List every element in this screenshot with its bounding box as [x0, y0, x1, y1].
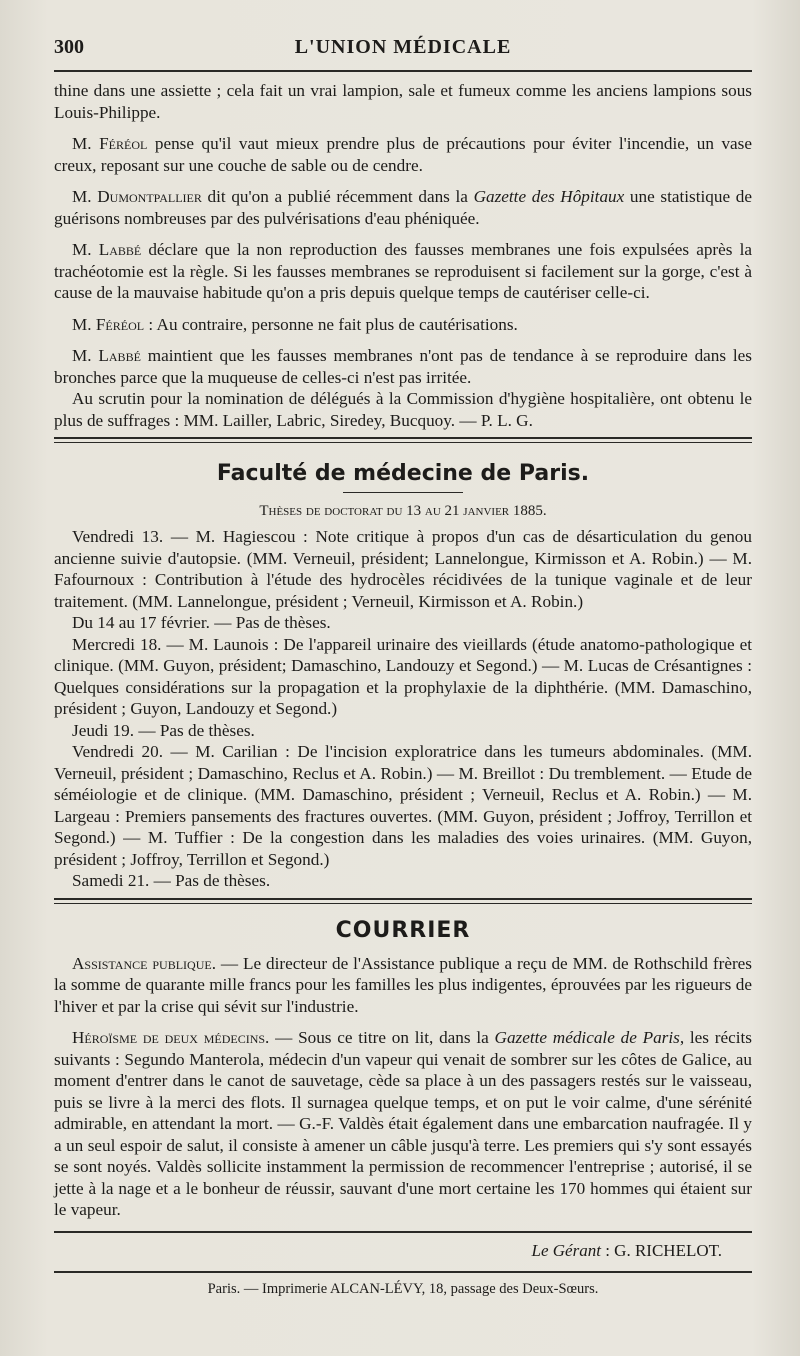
footer-rule — [54, 1231, 752, 1233]
courrier-section — [54, 918, 752, 1221]
discussion-paragraph-1: thine dans une assiette ; cela fait un vrai lampion, sale et fumeux comme les anciens lampions sous Louis-Philippe. — [54, 81, 752, 122]
news-text: — Sous ce titre on lit, dans la — [269, 1028, 495, 1047]
thesis-entry: Vendredi 20. — M. Carilian : De l'incision exploratrice dans les tumeurs abdominales. (MM. Verneuil, président ; Damaschino, Reclus et A. Robin.) — M. Breillot : Du tremblement. — Etude de séméiologie et de clinique. (MM. Damaschino, président ; Verneuil, Reclus et A. Robin.) — M. Largeau : Premiers pansements des fractures ouvertes. (MM. Guyon, président ; Joffroy, Terrillon et Segond.) — M. Tuffier : De la congestion dans les maladies des voies urinaires. (MM. Guyon, président ; Joffroy, Terrillon et Segond.) — [54, 742, 752, 869]
speaker-text: une statistique de guérisons nombreuses par des pulvérisations d'eau phéniquée. — [54, 187, 752, 228]
imprint-rule — [54, 1271, 752, 1273]
thesis-entry: Vendredi 13. — M. Hagiescou : Note critique à propos d'un cas de désarticulation du genou ancienne suivie d'autopsie. (MM. Verneuil, président; Lannelongue, Kirmisson et A. Robin.) — M. Fafournoux : Contribution à l'étude des hydrocèles récidivées de la tunique vaginale et de leur traitement. (MM. Lannelongue, président ; Verneuil, Kirmisson et A. Robin.) — [54, 527, 752, 611]
news-item-assistance — [54, 953, 752, 1018]
news-label: Assistance publique. — [72, 953, 216, 973]
discussion-paragraph-2 — [54, 133, 752, 176]
title-underline — [343, 492, 463, 493]
journal-title: Gazette des Hôpitaux — [473, 187, 625, 206]
section-divider — [54, 898, 752, 904]
discussion-paragraph-5 — [54, 314, 752, 336]
speaker-text: pense qu'il vaut mieux prendre plus de précautions pour éviter l'incendie, un vase creux, reposant sur une couche de sable ou de cendre. — [54, 134, 752, 175]
gerant-signature — [54, 1241, 722, 1261]
news-label: Héroïsme de deux médecins. — [72, 1028, 270, 1047]
section-title: COURRIER — [335, 917, 471, 943]
discussion-paragraph-4 — [54, 239, 752, 304]
gerant-name: : G. RICHELOT. — [600, 1240, 722, 1260]
header-rule — [54, 70, 752, 72]
thesis-entry: Mercredi 18. — M. Launois : De l'appareil urinaire des vieillards (étude anatomo-pathologique et clinique. (MM. Guyon, président; Damaschino, Landouzy et Segond.) — M. Lucas de Crésantignes : Quelques considérations sur la propagation et la prophylaxie de la diphthérie. (MM. Damaschino, président ; Guyon, Landouzy et Segond.) — [54, 634, 752, 718]
news-text: — Le directeur de l'Assistance publique a reçu de MM. de Rothschild frères la somme de quarante mille francs pour les familles les plus indigentes, éprouvées par les rigueurs de l'hiver et par la crise qui sévit sur l'industrie. — [54, 953, 752, 1016]
speaker-name: M. Féréol — [72, 314, 145, 334]
thesis-entry: Du 14 au 17 février. — Pas de thèses. — [72, 613, 331, 632]
speaker-text: : Au contraire, personne ne fait plus de cautérisations. — [144, 314, 518, 334]
page-header — [54, 30, 752, 60]
speaker-name: M. Labbé — [72, 240, 142, 259]
discussion-paragraph-6 — [54, 345, 752, 388]
gerant-label: Le Gérant — [531, 1240, 601, 1260]
news-item-heroisme — [54, 1027, 752, 1221]
speaker-name: M. Dumontpallier — [72, 187, 202, 206]
news-text: , les récits suivants : Segundo Manterola, médecin d'un vapeur qui venait de sombrer sur les côtes de Galice, au moment d'entrer dans le canot de sauvetage, cède sa place à un des passagers restés sur le vaisseau, puis se livre à la merci des flots. Il surnagea quelque temps, et on put le voir calme, d'une sérénité admirable, en attendant la mort. — G.-F. Valdès était également dans une embarcation naufragée. Il y a un seul espoir de salut, il consiste à amener un câble jusqu'à terre. Les premiers qui s'y sont essayés se sont noyés. Valdès sollicite instamment la permission de recommencer l'entreprise ; autorisé, il se jette à la nage et a le bonheur de réussir, sauvant d'une mort certaine les 170 hommes qui étaient sur le vapeur. — [54, 1028, 752, 1219]
thesis-entry: Samedi 21. — Pas de thèses. — [72, 871, 271, 890]
discussion-paragraph-3 — [54, 186, 752, 229]
running-title: L'UNION MÉDICALE — [294, 36, 512, 58]
discussion-paragraph-7: Au scrutin pour la nomination de délégués à la Commission d'hygiène hospitalière, ont obtenu le plus de suffrages : MM. Lailler, Labric, Siredey, Bucquoy. — P. L. G. — [54, 389, 752, 430]
theses-heading: Thèses de doctorat du 13 au 21 janvier 1885. — [259, 503, 547, 519]
speaker-text: maintient que les fausses membranes n'ont pas de tendance à se reproduire dans les bronches parce que la muqueuse de celles-ci n'est pas irritée. — [54, 346, 752, 387]
journal-title: Gazette médicale de Paris — [494, 1028, 680, 1047]
speaker-text: déclare que la non reproduction des fausses membranes une fois expulsées après la trachéotomie est la règle. Si les fausses membranes se reproduisent si facilement sur la gorge, c'est à cause de la mauvaise habitude qu'on a pris depuis quelque temps de cautériser celle-ci. — [54, 240, 752, 302]
section-divider — [54, 437, 752, 443]
discussion-section — [54, 80, 752, 431]
page-number: 300 — [54, 36, 84, 58]
thesis-entry: Jeudi 19. — Pas de thèses. — [72, 720, 255, 740]
speaker-text: dit qu'on a publié récemment dans la — [201, 187, 474, 206]
speaker-name: M. Féréol — [72, 134, 148, 153]
speaker-name: M. Labbé — [72, 346, 141, 365]
printer-imprint: Paris. — Imprimerie ALCAN-LÉVY, 18, passage des Deux-Sœurs. — [207, 1280, 599, 1297]
section-title: Faculté de médecine de Paris. — [216, 461, 590, 486]
faculte-section — [54, 461, 752, 892]
